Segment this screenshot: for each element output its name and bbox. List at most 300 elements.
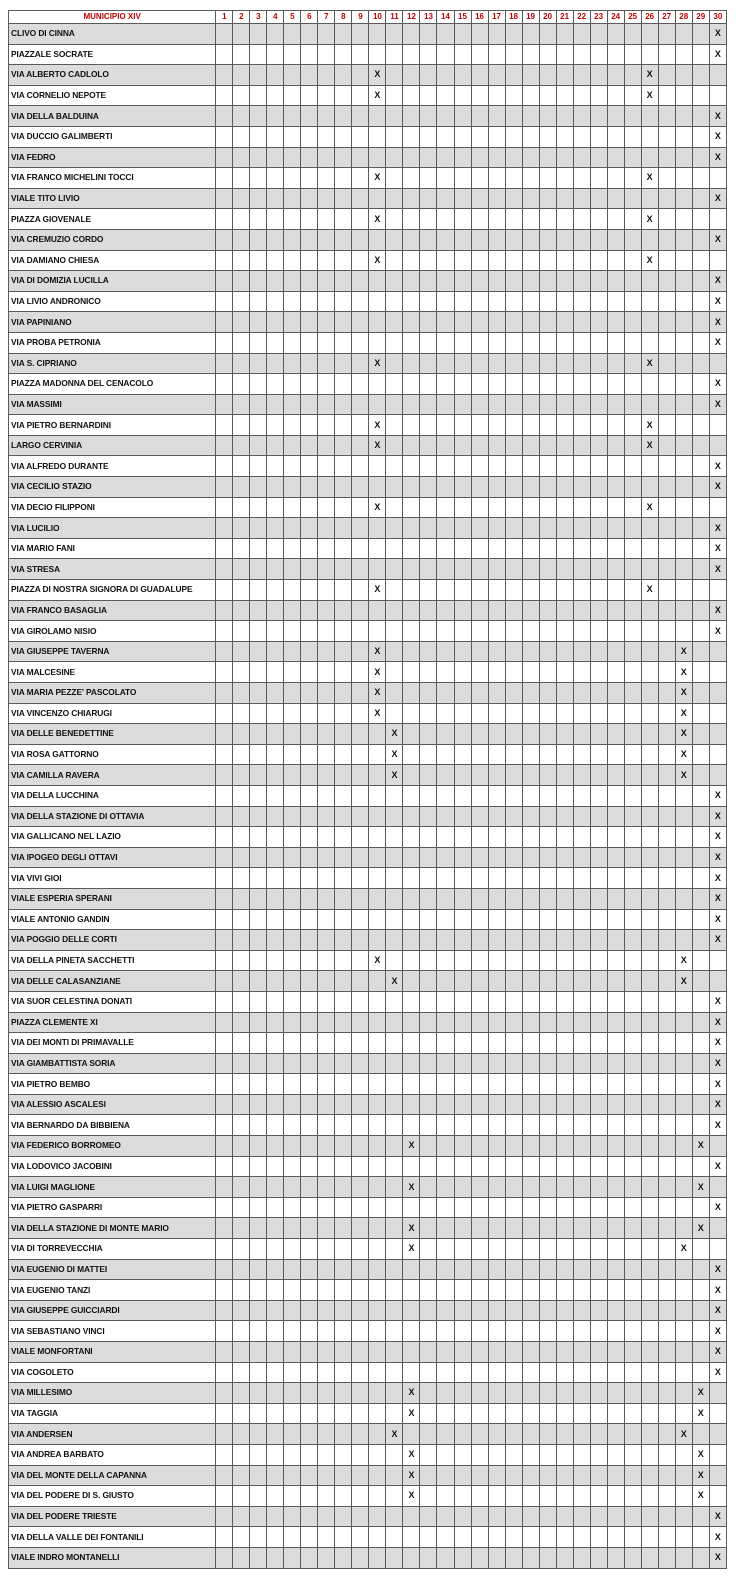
day-cell <box>573 250 590 271</box>
day-cell <box>675 1280 692 1301</box>
day-cell <box>539 909 556 930</box>
day-cell <box>556 1177 573 1198</box>
day-cell <box>556 971 573 992</box>
day-cell <box>437 271 454 292</box>
day-cell <box>539 456 556 477</box>
day-cell <box>573 44 590 65</box>
day-cell <box>284 1012 301 1033</box>
day-cell <box>641 1012 658 1033</box>
day-cell <box>318 1156 335 1177</box>
day-cell <box>386 477 403 498</box>
day-cell <box>267 44 284 65</box>
day-cell <box>624 703 641 724</box>
day-cell <box>352 1259 369 1280</box>
day-cell <box>505 44 522 65</box>
day-cell <box>216 1486 233 1507</box>
schedule-mark: X <box>403 1177 420 1198</box>
day-cell <box>522 353 539 374</box>
day-cell <box>573 1342 590 1363</box>
day-cell <box>471 415 488 436</box>
day-cell <box>658 1300 675 1321</box>
day-cell <box>386 250 403 271</box>
day-header-1: 1 <box>216 11 233 24</box>
day-cell <box>437 85 454 106</box>
schedule-mark: X <box>675 765 692 786</box>
day-cell <box>573 24 590 45</box>
day-cell <box>301 641 318 662</box>
day-cell <box>709 435 726 456</box>
day-cell <box>437 785 454 806</box>
day-cell <box>437 353 454 374</box>
day-cell <box>573 909 590 930</box>
day-cell <box>301 415 318 436</box>
table-row <box>9 456 727 477</box>
day-cell <box>233 950 250 971</box>
day-cell <box>250 1012 267 1033</box>
schedule-mark: X <box>709 1094 726 1115</box>
day-cell <box>488 1280 505 1301</box>
day-cell <box>522 44 539 65</box>
day-header-19: 19 <box>522 11 539 24</box>
day-cell <box>352 1156 369 1177</box>
day-cell <box>267 332 284 353</box>
day-cell <box>590 106 607 127</box>
table-row <box>9 662 727 683</box>
day-cell <box>233 1444 250 1465</box>
day-cell <box>233 641 250 662</box>
day-cell <box>437 65 454 86</box>
day-cell <box>573 1115 590 1136</box>
day-cell <box>658 229 675 250</box>
day-cell <box>624 1342 641 1363</box>
schedule-mark: X <box>709 1156 726 1177</box>
day-cell <box>420 724 437 745</box>
day-cell <box>658 188 675 209</box>
day-cell <box>437 126 454 147</box>
day-cell <box>539 621 556 642</box>
day-cell <box>403 744 420 765</box>
day-cell <box>216 1444 233 1465</box>
day-cell <box>488 621 505 642</box>
street-name: VIA ANDREA BARBATO <box>9 1444 216 1465</box>
day-cell <box>437 1300 454 1321</box>
table-row <box>9 1465 727 1486</box>
day-cell <box>318 291 335 312</box>
day-cell <box>403 106 420 127</box>
day-cell <box>216 209 233 230</box>
day-cell <box>471 724 488 745</box>
day-cell <box>335 1156 352 1177</box>
day-cell <box>607 744 624 765</box>
day-cell <box>437 1465 454 1486</box>
day-cell <box>216 1424 233 1445</box>
day-cell <box>233 1094 250 1115</box>
day-cell <box>675 1465 692 1486</box>
schedule-mark: X <box>692 1383 709 1404</box>
day-header-21: 21 <box>556 11 573 24</box>
day-cell <box>233 683 250 704</box>
day-cell <box>454 1280 471 1301</box>
day-cell <box>624 847 641 868</box>
day-header-5: 5 <box>284 11 301 24</box>
day-cell <box>233 188 250 209</box>
day-cell <box>556 271 573 292</box>
day-cell <box>352 1486 369 1507</box>
day-cell <box>471 1197 488 1218</box>
day-cell <box>437 1094 454 1115</box>
day-cell <box>505 65 522 86</box>
day-cell <box>471 1547 488 1568</box>
day-cell <box>539 971 556 992</box>
day-cell <box>539 353 556 374</box>
day-cell <box>352 1527 369 1548</box>
day-cell <box>556 188 573 209</box>
day-cell <box>607 188 624 209</box>
day-cell <box>454 1424 471 1445</box>
day-cell <box>233 909 250 930</box>
day-cell <box>590 662 607 683</box>
day-cell <box>522 518 539 539</box>
day-cell <box>454 662 471 683</box>
day-cell <box>403 559 420 580</box>
day-cell <box>403 847 420 868</box>
day-cell <box>607 1197 624 1218</box>
day-cell <box>607 271 624 292</box>
day-cell <box>692 1506 709 1527</box>
day-cell <box>590 1094 607 1115</box>
day-cell <box>284 683 301 704</box>
day-cell <box>318 1012 335 1033</box>
day-cell <box>318 24 335 45</box>
day-cell <box>590 765 607 786</box>
day-cell <box>352 24 369 45</box>
schedule-mark: X <box>675 744 692 765</box>
day-cell <box>420 312 437 333</box>
day-cell <box>284 1506 301 1527</box>
day-cell <box>488 497 505 518</box>
day-cell <box>607 1239 624 1260</box>
day-cell <box>539 744 556 765</box>
table-row <box>9 229 727 250</box>
day-cell <box>488 188 505 209</box>
day-cell <box>641 1094 658 1115</box>
day-cell <box>556 1156 573 1177</box>
day-cell <box>352 332 369 353</box>
day-cell <box>437 1136 454 1157</box>
day-cell <box>267 1115 284 1136</box>
day-cell <box>590 580 607 601</box>
day-cell <box>556 1527 573 1548</box>
day-cell <box>505 1444 522 1465</box>
day-cell <box>675 1053 692 1074</box>
day-cell <box>335 435 352 456</box>
day-cell <box>437 291 454 312</box>
day-cell <box>369 827 386 848</box>
schedule-mark: X <box>403 1218 420 1239</box>
day-cell <box>607 1156 624 1177</box>
day-cell <box>573 312 590 333</box>
day-cell <box>301 1547 318 1568</box>
day-cell <box>437 1424 454 1445</box>
table-row <box>9 1156 727 1177</box>
day-cell <box>658 827 675 848</box>
day-cell <box>437 1239 454 1260</box>
day-cell <box>420 1156 437 1177</box>
day-cell <box>573 85 590 106</box>
day-cell <box>420 1300 437 1321</box>
day-cell <box>403 1197 420 1218</box>
day-cell <box>471 538 488 559</box>
day-cell <box>284 724 301 745</box>
day-cell <box>267 477 284 498</box>
day-cell <box>216 1218 233 1239</box>
day-cell <box>403 1547 420 1568</box>
day-cell <box>471 1300 488 1321</box>
table-row <box>9 497 727 518</box>
day-cell <box>437 641 454 662</box>
day-cell <box>369 147 386 168</box>
day-cell <box>250 1465 267 1486</box>
day-cell <box>301 1424 318 1445</box>
day-cell <box>522 1197 539 1218</box>
day-cell <box>522 950 539 971</box>
day-cell <box>675 1444 692 1465</box>
schedule-mark: X <box>641 65 658 86</box>
day-cell <box>539 65 556 86</box>
day-cell <box>216 312 233 333</box>
day-cell <box>284 1218 301 1239</box>
day-cell <box>250 744 267 765</box>
day-cell <box>471 168 488 189</box>
day-cell <box>573 806 590 827</box>
day-cell <box>556 868 573 889</box>
day-cell <box>471 1136 488 1157</box>
day-cell <box>437 106 454 127</box>
day-cell <box>301 991 318 1012</box>
day-cell <box>675 394 692 415</box>
day-cell <box>556 44 573 65</box>
day-cell <box>624 24 641 45</box>
day-cell <box>233 600 250 621</box>
day-cell <box>522 24 539 45</box>
day-cell <box>488 106 505 127</box>
day-cell <box>675 785 692 806</box>
street-name: VIALE ANTONIO GANDIN <box>9 909 216 930</box>
table-row <box>9 909 727 930</box>
day-cell <box>641 827 658 848</box>
street-name: VIA GIUSEPPE GUICCIARDI <box>9 1300 216 1321</box>
day-cell <box>403 24 420 45</box>
day-cell <box>556 332 573 353</box>
day-cell <box>522 765 539 786</box>
day-cell <box>505 374 522 395</box>
day-cell <box>658 765 675 786</box>
day-cell <box>216 683 233 704</box>
day-cell <box>522 785 539 806</box>
day-cell <box>301 1012 318 1033</box>
day-cell <box>318 1342 335 1363</box>
day-cell <box>403 930 420 951</box>
table-row <box>9 1547 727 1568</box>
day-cell <box>522 435 539 456</box>
day-cell <box>352 868 369 889</box>
day-cell <box>590 147 607 168</box>
day-cell <box>488 435 505 456</box>
day-cell <box>403 415 420 436</box>
day-cell <box>250 497 267 518</box>
table-row <box>9 477 727 498</box>
day-cell <box>403 971 420 992</box>
day-cell <box>454 559 471 580</box>
day-cell <box>420 538 437 559</box>
day-cell <box>692 847 709 868</box>
day-cell <box>301 1218 318 1239</box>
day-cell <box>573 1218 590 1239</box>
day-cell <box>335 24 352 45</box>
day-cell <box>403 477 420 498</box>
day-cell <box>505 1547 522 1568</box>
day-cell <box>216 147 233 168</box>
day-cell <box>284 456 301 477</box>
day-cell <box>369 1321 386 1342</box>
day-cell <box>267 580 284 601</box>
day-cell <box>658 477 675 498</box>
day-cell <box>369 1177 386 1198</box>
day-cell <box>556 703 573 724</box>
day-cell <box>556 930 573 951</box>
day-cell <box>420 1033 437 1054</box>
day-cell <box>301 888 318 909</box>
day-cell <box>352 1547 369 1568</box>
schedule-mark: X <box>692 1177 709 1198</box>
day-cell <box>233 868 250 889</box>
day-cell <box>624 271 641 292</box>
day-cell <box>624 580 641 601</box>
day-cell <box>335 1486 352 1507</box>
day-cell <box>437 188 454 209</box>
day-cell <box>607 538 624 559</box>
street-name: VIA DI DOMIZIA LUCILLA <box>9 271 216 292</box>
day-cell <box>352 497 369 518</box>
day-cell <box>352 518 369 539</box>
day-cell <box>641 1053 658 1074</box>
day-cell <box>607 1259 624 1280</box>
street-name: LARGO CERVINIA <box>9 435 216 456</box>
table-row <box>9 1403 727 1424</box>
day-cell <box>505 621 522 642</box>
day-cell <box>284 250 301 271</box>
day-cell <box>624 662 641 683</box>
day-cell <box>556 456 573 477</box>
day-cell <box>539 991 556 1012</box>
day-cell <box>420 950 437 971</box>
table-row <box>9 415 727 436</box>
day-cell <box>216 827 233 848</box>
day-cell <box>556 1465 573 1486</box>
table-row <box>9 971 727 992</box>
street-name: VIA DEL MONTE DELLA CAPANNA <box>9 1465 216 1486</box>
day-cell <box>590 806 607 827</box>
day-cell <box>386 415 403 436</box>
day-cell <box>454 785 471 806</box>
day-cell <box>352 971 369 992</box>
day-cell <box>267 1033 284 1054</box>
day-cell <box>607 1383 624 1404</box>
day-cell <box>267 1547 284 1568</box>
day-cell <box>641 868 658 889</box>
day-cell <box>454 1094 471 1115</box>
day-cell <box>522 1218 539 1239</box>
day-cell <box>471 394 488 415</box>
schedule-table <box>8 10 727 1569</box>
day-cell <box>505 229 522 250</box>
day-cell <box>284 1115 301 1136</box>
day-cell <box>624 1362 641 1383</box>
day-cell <box>488 1342 505 1363</box>
day-cell <box>573 1444 590 1465</box>
day-cell <box>590 888 607 909</box>
day-cell <box>607 353 624 374</box>
day-cell <box>607 312 624 333</box>
schedule-mark: X <box>403 1465 420 1486</box>
day-cell <box>437 538 454 559</box>
table-row <box>9 332 727 353</box>
day-cell <box>318 374 335 395</box>
day-cell <box>454 229 471 250</box>
day-cell <box>590 1012 607 1033</box>
day-cell <box>590 518 607 539</box>
day-cell <box>301 1300 318 1321</box>
day-cell <box>658 291 675 312</box>
day-cell <box>420 497 437 518</box>
schedule-mark: X <box>641 353 658 374</box>
day-cell <box>318 847 335 868</box>
day-cell <box>454 991 471 1012</box>
day-cell <box>624 1156 641 1177</box>
day-cell <box>658 85 675 106</box>
day-cell <box>420 1465 437 1486</box>
day-cell <box>471 785 488 806</box>
day-cell <box>539 1177 556 1198</box>
day-cell <box>454 250 471 271</box>
day-cell <box>641 1527 658 1548</box>
street-name: VIA PIETRO BEMBO <box>9 1074 216 1095</box>
day-cell <box>539 1362 556 1383</box>
day-cell <box>471 332 488 353</box>
day-cell <box>590 1259 607 1280</box>
day-cell <box>488 1300 505 1321</box>
day-cell <box>590 868 607 889</box>
day-cell <box>488 1383 505 1404</box>
day-cell <box>369 1259 386 1280</box>
day-cell <box>556 785 573 806</box>
day-cell <box>250 538 267 559</box>
day-cell <box>216 65 233 86</box>
day-cell <box>539 106 556 127</box>
day-cell <box>522 209 539 230</box>
day-cell <box>505 1012 522 1033</box>
day-cell <box>420 24 437 45</box>
street-name: VIA DELLA PINETA SACCHETTI <box>9 950 216 971</box>
day-cell <box>420 580 437 601</box>
table-row <box>9 291 727 312</box>
day-cell <box>471 909 488 930</box>
schedule-mark: X <box>709 559 726 580</box>
day-cell <box>573 1259 590 1280</box>
day-cell <box>437 1197 454 1218</box>
day-cell <box>641 538 658 559</box>
day-header-22: 22 <box>573 11 590 24</box>
